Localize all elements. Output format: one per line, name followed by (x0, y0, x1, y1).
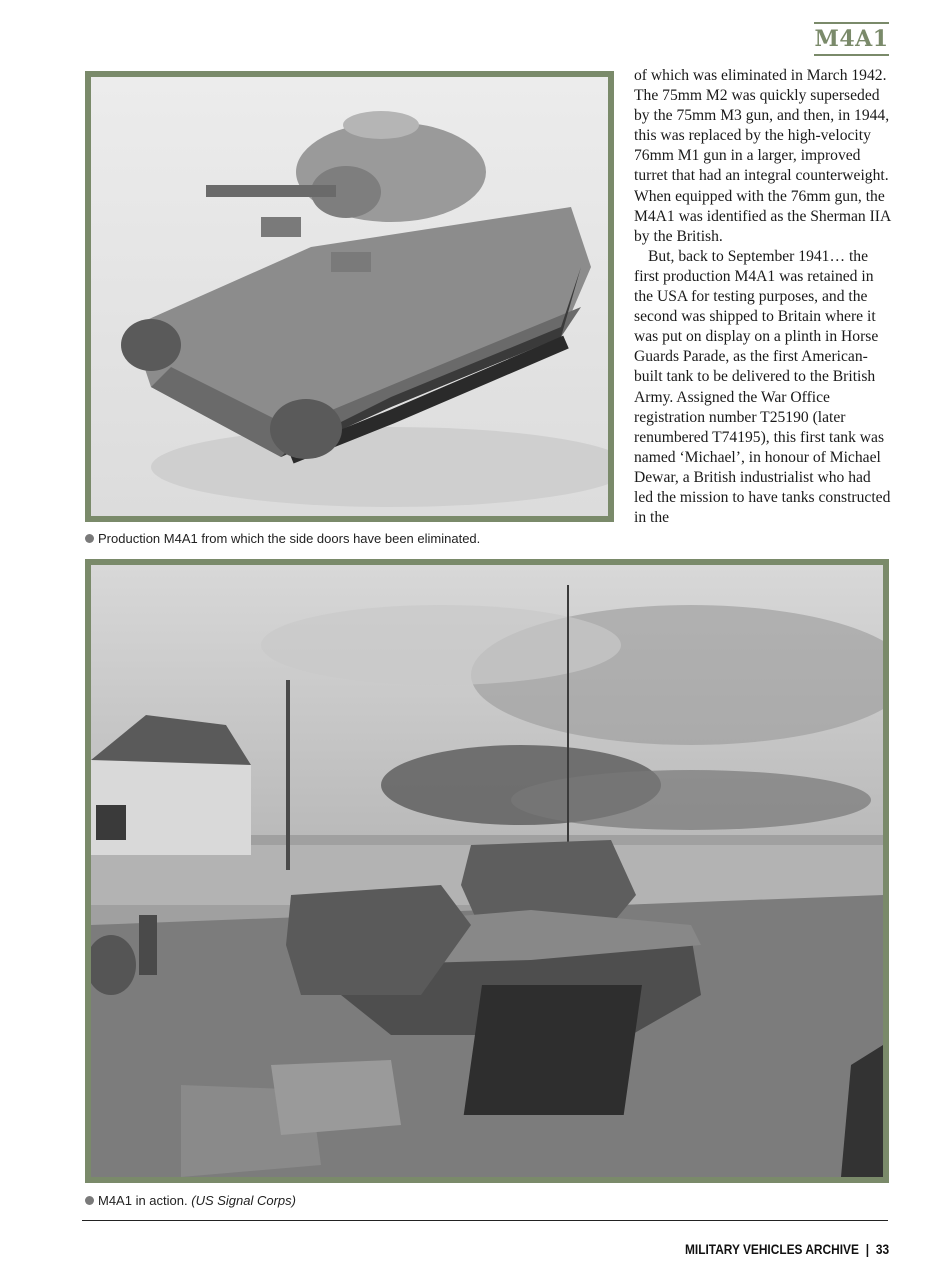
tank-photo-production (85, 71, 614, 522)
body-paragraph: of which was eliminated in March 1942. The 75mm M2 was quickly superseded by the 75mm M3 gun, and then, in 1944, this was replaced by the high-velocity 76mm M1 gun in a larger, improved turret that had an integral counterweight. When equipped with the 76mm gun, the M4A1 was identified as the Sherman IIA by the British. (634, 67, 891, 245)
running-header-title: M4A1 (814, 22, 889, 56)
tank-photo-in-action (85, 559, 889, 1183)
caption-text: Production M4A1 from which the side doors have been eliminated. (98, 531, 481, 546)
caption-bullet-icon (85, 534, 94, 543)
caption-bullet-icon (85, 1196, 94, 1205)
photo-caption (85, 1193, 296, 1208)
footer-separator: | (865, 1241, 869, 1257)
photo-credit: (US Signal Corps) (191, 1193, 296, 1208)
article-body (634, 66, 892, 528)
photo-caption (85, 531, 480, 546)
caption-text: M4A1 in action. (98, 1193, 188, 1208)
page-number: 33 (875, 1241, 889, 1257)
footer-divider (82, 1220, 888, 1221)
body-paragraph: But, back to September 1941… the first production M4A1 was retained in the USA for testing purposes, and the second was shipped to Britain where it was put on display on a plinth in Horse Guards Parade, as the first American-built tank to be delivered to the British Army. Assigned the War Office registration number T25190 (later renumbered T74195), this first tank was named ‘Michael’, in honour of Michael Dewar, a British industrialist who had led the mission to have tanks constructed in the (634, 247, 891, 527)
publication-name: MILITARY VEHICLES ARCHIVE (684, 1241, 859, 1257)
page-footer (685, 1241, 889, 1257)
